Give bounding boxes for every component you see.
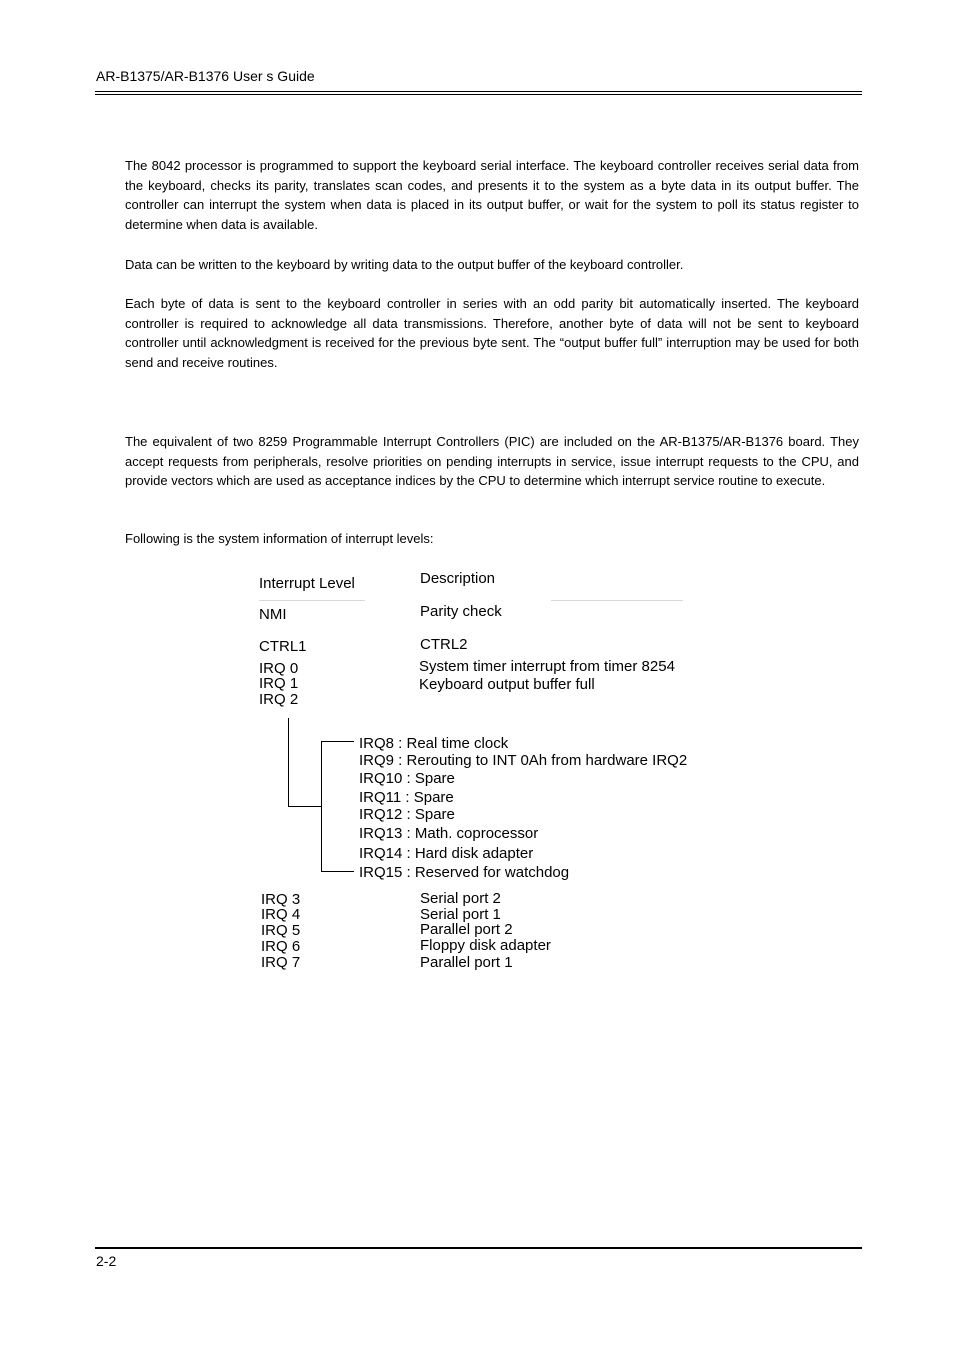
paragraph-keyboard-parity: Each byte of data is sent to the keyboard controller in series with an odd parity bit automatically inserted. The keyboard controller is required to acknowledge all data transmissions. Therefore, another byte of data will not be sent to keyboard controller until acknowledgment is received for the previous byte sent. The “output buffer full” interruption may be used for both send and receive routines. xyxy=(125,296,859,370)
paragraph-keyboard-write: Data can be written to the keyboard by writing data to the output buffer of the keyboard controller. xyxy=(125,257,684,272)
irq-description: System timer interrupt from timer 8254 xyxy=(419,658,675,675)
cascade-connector-horizontal xyxy=(288,806,322,807)
cascade-bracket-top xyxy=(321,741,354,742)
irq-description: Parallel port 2 xyxy=(420,921,513,938)
nmi-level: NMI xyxy=(259,606,287,623)
paragraph-interrupt-levels-intro: Following is the system information of interrupt levels: xyxy=(125,531,434,546)
header-rule xyxy=(95,91,862,92)
slave-irq-item: IRQ13 : Math. coprocessor xyxy=(359,825,539,842)
paragraph-interrupt-controllers: The equivalent of two 8259 Programmable Interrupt Controllers (PIC) are included on the AR-B1375/AR-B1376 board. They accept requests from peripherals, resolve priorities on pending interrupts in service, issue interrupt requests to the CPU, and provide vectors which are used as acceptance indices by the CPU to determine which interrupt service routine to execute. xyxy=(125,434,859,488)
ctrl2-label: CTRL2 xyxy=(420,636,468,653)
irq-description: Serial port 1 xyxy=(420,906,501,923)
irq-level: IRQ 7 xyxy=(261,954,301,971)
column-header-description: Description xyxy=(420,570,496,587)
paragraph-keyboard-controller: The 8042 processor is programmed to support the keyboard serial interface. The keyboard controller receives serial data from the keyboard, checks its parity, translates scan codes, and presents it to the system as a byte data in its output buffer. The controller can interrupt the system when data is placed in its output buffer, or wait for the system to poll its status register to determine when data is available. xyxy=(125,158,859,232)
slave-irq-item: IRQ11 : Spare xyxy=(359,789,454,806)
cascade-connector-vertical xyxy=(288,718,289,807)
slave-irq-item: IRQ8 : Real time clock xyxy=(359,735,509,752)
irq-description: Serial port 2 xyxy=(420,890,501,907)
irq-level: IRQ 0 xyxy=(259,660,299,677)
slave-irq-item: IRQ10 : Spare xyxy=(359,770,455,787)
ctrl1-label: CTRL1 xyxy=(259,638,307,655)
page-number: 2-2 xyxy=(96,1253,117,1269)
irq-level: IRQ 3 xyxy=(261,891,301,908)
irq-level: IRQ 1 xyxy=(259,675,299,692)
irq-description: Parallel port 1 xyxy=(420,954,513,971)
irq-description: Floppy disk adapter xyxy=(420,937,551,954)
header-rule-double xyxy=(95,94,862,95)
cascade-bracket-vertical xyxy=(321,741,322,872)
slave-irq-item: IRQ14 : Hard disk adapter xyxy=(359,845,534,862)
nmi-description: Parity check xyxy=(420,603,502,620)
irq-level: IRQ 5 xyxy=(261,922,301,939)
irq-level: IRQ 6 xyxy=(261,938,301,955)
irq-level: IRQ 4 xyxy=(261,906,301,923)
irq-level: IRQ 2 xyxy=(259,691,299,708)
slave-irq-item: IRQ12 : Spare xyxy=(359,806,455,823)
slave-irq-item: IRQ15 : Reserved for watchdog xyxy=(359,864,570,881)
column-header-level: Interrupt Level xyxy=(259,575,355,592)
footer-rule xyxy=(95,1247,862,1249)
header-underline-level xyxy=(259,600,365,601)
header-underline-description xyxy=(551,600,683,601)
slave-irq-item-clip xyxy=(359,752,697,770)
irq-description: Keyboard output buffer full xyxy=(419,676,595,693)
slave-irq-item: IRQ9 : Rerouting to INT 0Ah from hardware IRQ2 xyxy=(359,752,688,769)
cascade-bracket-bottom xyxy=(321,871,354,872)
page-header-title: AR-B1375/AR-B1376 User s Guide xyxy=(96,68,315,84)
